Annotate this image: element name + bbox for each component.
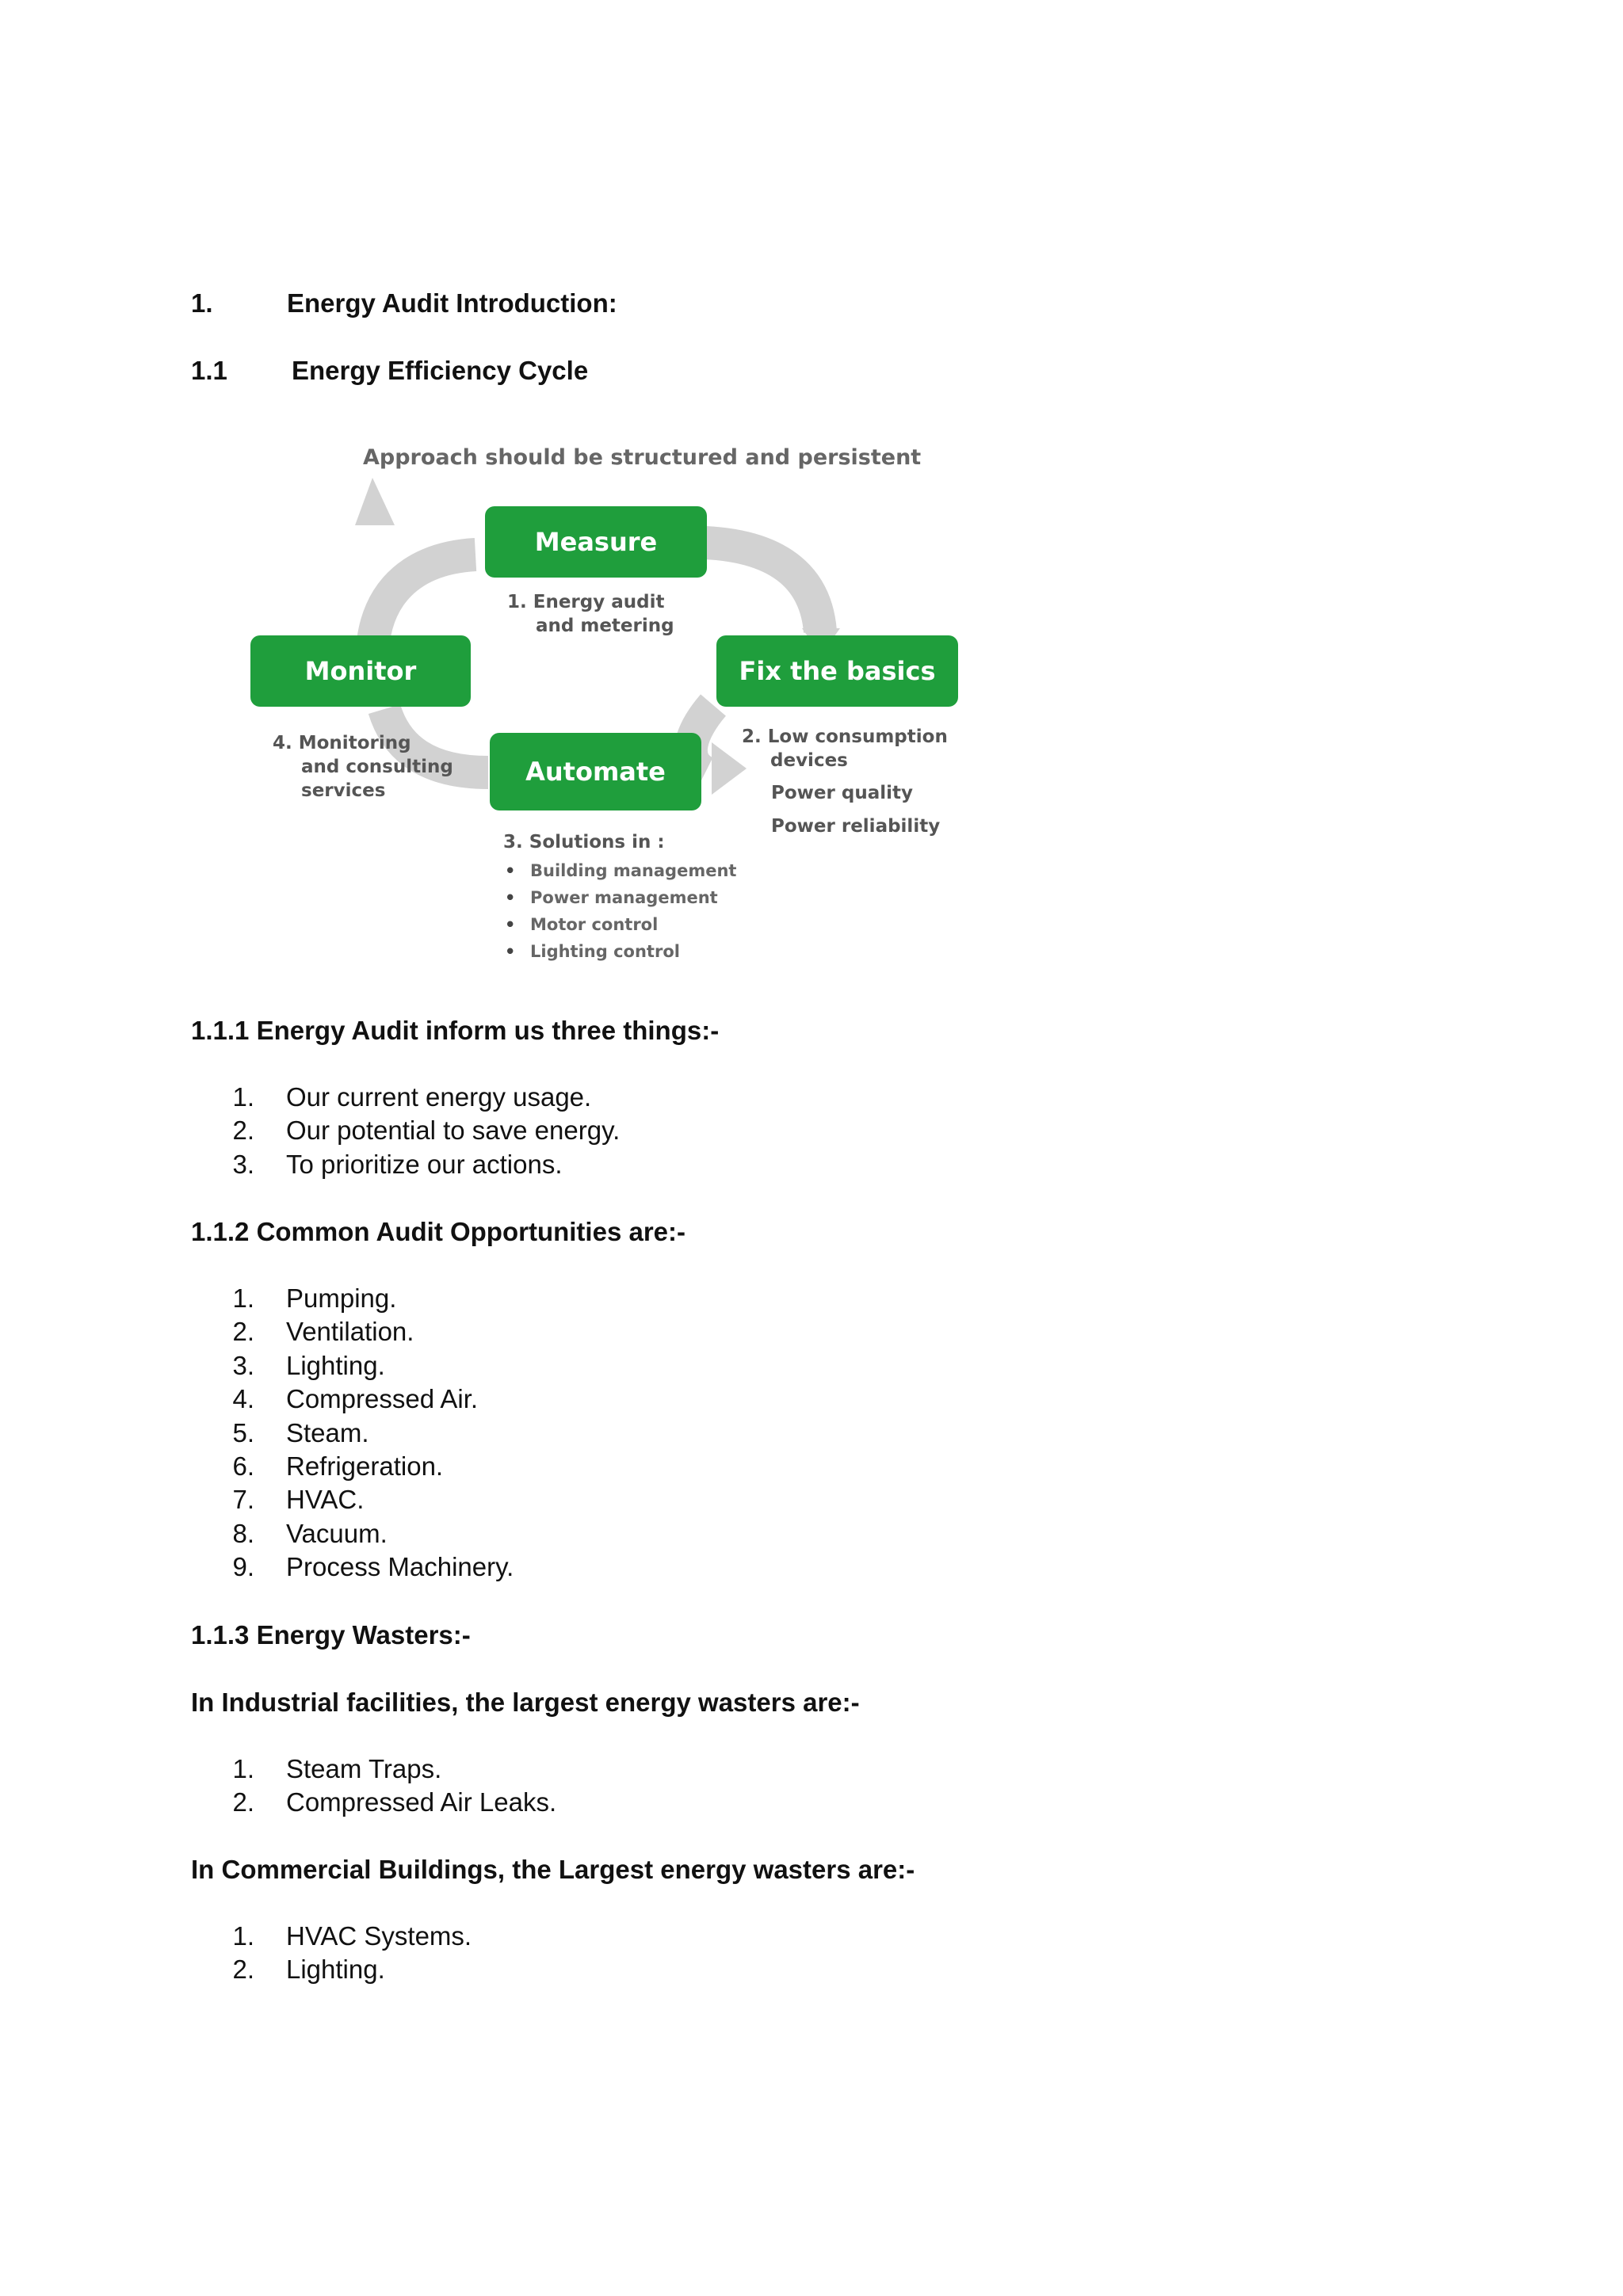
- measure-note-line-2: and metering: [536, 616, 674, 636]
- item-number: 9.: [232, 1552, 254, 1582]
- diagram-title: Approach should be structured and persistent: [363, 445, 922, 470]
- list-item-text: Lighting.: [286, 1350, 385, 1380]
- list-item: [191, 1450, 514, 1483]
- heading-number: 1.: [191, 288, 213, 318]
- solutions-item: [505, 884, 736, 911]
- list-item: [191, 1383, 514, 1416]
- solutions-item-text: Building management: [530, 861, 737, 880]
- industrial-wasters-heading: In Industrial facilities, the largest energy wasters are:-: [191, 1688, 860, 1717]
- audit-opportunities-list: [191, 1282, 514, 1585]
- list-item: [191, 1315, 514, 1348]
- item-number: 8.: [232, 1518, 254, 1548]
- fix-the-basics-box: Fix the basics: [716, 635, 958, 707]
- item-number: 2.: [232, 1317, 254, 1347]
- solutions-item-text: Motor control: [530, 915, 659, 934]
- item-number: 2.: [232, 1955, 254, 1985]
- measure-box: Measure: [485, 506, 707, 578]
- monitor-note-line-2: and consulting: [301, 757, 453, 777]
- power-reliability-note: Power reliability: [771, 816, 941, 837]
- monitor-box: Monitor: [250, 635, 471, 707]
- list-item: [191, 1483, 514, 1516]
- list-item: [191, 1753, 556, 1786]
- list-item: [191, 1114, 620, 1147]
- list-item-text: Our current energy usage.: [286, 1082, 592, 1112]
- list-item: [191, 1148, 620, 1181]
- list-item: [191, 1550, 514, 1584]
- list-item-text: Ventilation.: [286, 1317, 414, 1347]
- solutions-item: [505, 938, 736, 965]
- list-item-text: Process Machinery.: [286, 1552, 514, 1582]
- list-item-text: Compressed Air Leaks.: [286, 1787, 557, 1817]
- fix-note: [742, 725, 948, 772]
- list-item-text: Pumping.: [286, 1283, 397, 1313]
- list-item-text: Compressed Air.: [286, 1384, 479, 1414]
- item-number: 1.: [232, 1082, 254, 1112]
- list-item-text: HVAC.: [286, 1485, 365, 1515]
- monitor-note-line-3-wrap: [273, 779, 453, 803]
- item-number: 2.: [232, 1116, 254, 1146]
- fix-note-line-2: devices: [770, 750, 848, 771]
- item-number: 5.: [232, 1417, 254, 1447]
- list-item: [191, 1417, 514, 1450]
- industrial-wasters-list: [191, 1753, 556, 1820]
- item-number: 7.: [232, 1485, 254, 1515]
- solutions-list: [505, 857, 736, 965]
- list-item: [191, 1517, 514, 1550]
- item-number: 6.: [232, 1451, 254, 1481]
- monitor-note-line-2-wrap: [273, 755, 453, 779]
- section-heading-1-1-1: 1.1.1 Energy Audit inform us three things:-: [191, 1016, 720, 1045]
- list-item: [191, 1953, 472, 1986]
- list-item: [191, 1920, 472, 1953]
- fix-note-line-2-wrap: [742, 749, 948, 772]
- power-quality-note: Power quality: [771, 783, 913, 803]
- list-item: [191, 1282, 514, 1315]
- section-heading-1: [191, 288, 617, 318]
- section-heading-1-1-2: 1.1.2 Common Audit Opportunities are:-: [191, 1217, 685, 1246]
- measure-note-line-2-wrap: [507, 614, 674, 638]
- list-item-text: Steam.: [286, 1417, 369, 1447]
- list-item: [191, 1081, 620, 1114]
- bullet-icon: •: [505, 888, 516, 907]
- audit-informs-list: [191, 1081, 620, 1181]
- list-item: [191, 1349, 514, 1383]
- solutions-heading: 3. Solutions in :: [503, 832, 665, 852]
- fix-note-line-1: 2. Low consumption: [742, 727, 948, 747]
- energy-efficiency-cycle-diagram: [238, 432, 983, 978]
- measure-note: [507, 590, 674, 638]
- monitor-note-line-3: services: [301, 780, 386, 801]
- item-number: 4.: [232, 1384, 254, 1414]
- list-item: [191, 1786, 556, 1819]
- monitor-note: [273, 731, 453, 803]
- list-item-text: Refrigeration.: [286, 1451, 444, 1481]
- list-item-text: Vacuum.: [286, 1518, 388, 1548]
- item-number: 3.: [232, 1350, 254, 1380]
- commercial-wasters-heading: In Commercial Buildings, the Largest energy wasters are:-: [191, 1855, 915, 1884]
- heading-text: Energy Audit Introduction:: [287, 288, 617, 318]
- heading-text: Energy Efficiency Cycle: [292, 356, 589, 385]
- commercial-wasters-list: [191, 1920, 472, 1987]
- bullet-icon: •: [505, 861, 516, 880]
- list-item-text: HVAC Systems.: [286, 1921, 472, 1951]
- list-item-text: Steam Traps.: [286, 1754, 442, 1783]
- bullet-icon: •: [505, 942, 516, 961]
- bullet-icon: •: [505, 915, 516, 934]
- automate-box: Automate: [490, 733, 701, 810]
- list-item-text: Lighting.: [286, 1955, 385, 1985]
- solutions-item-text: Power management: [530, 888, 718, 907]
- solutions-item-text: Lighting control: [530, 942, 680, 961]
- arrowhead-measure: [355, 478, 395, 525]
- item-number: 1.: [232, 1921, 254, 1951]
- item-number: 3.: [232, 1149, 254, 1179]
- arc-measure-to-fix: [705, 543, 820, 631]
- section-heading-1-1-3: 1.1.3 Energy Wasters:-: [191, 1620, 471, 1650]
- solutions-item: [505, 857, 736, 884]
- monitor-note-line-1: 4. Monitoring: [273, 733, 411, 753]
- solutions-item: [505, 911, 736, 938]
- item-number: 1.: [232, 1283, 254, 1313]
- item-number: 1.: [232, 1754, 254, 1783]
- heading-number: 1.1: [191, 356, 227, 385]
- list-item-text: Our potential to save energy.: [286, 1116, 621, 1146]
- section-heading-1-1: [191, 356, 588, 386]
- list-item-text: To prioritize our actions.: [286, 1149, 563, 1179]
- item-number: 2.: [232, 1787, 254, 1817]
- measure-note-line-1: 1. Energy audit: [507, 592, 665, 612]
